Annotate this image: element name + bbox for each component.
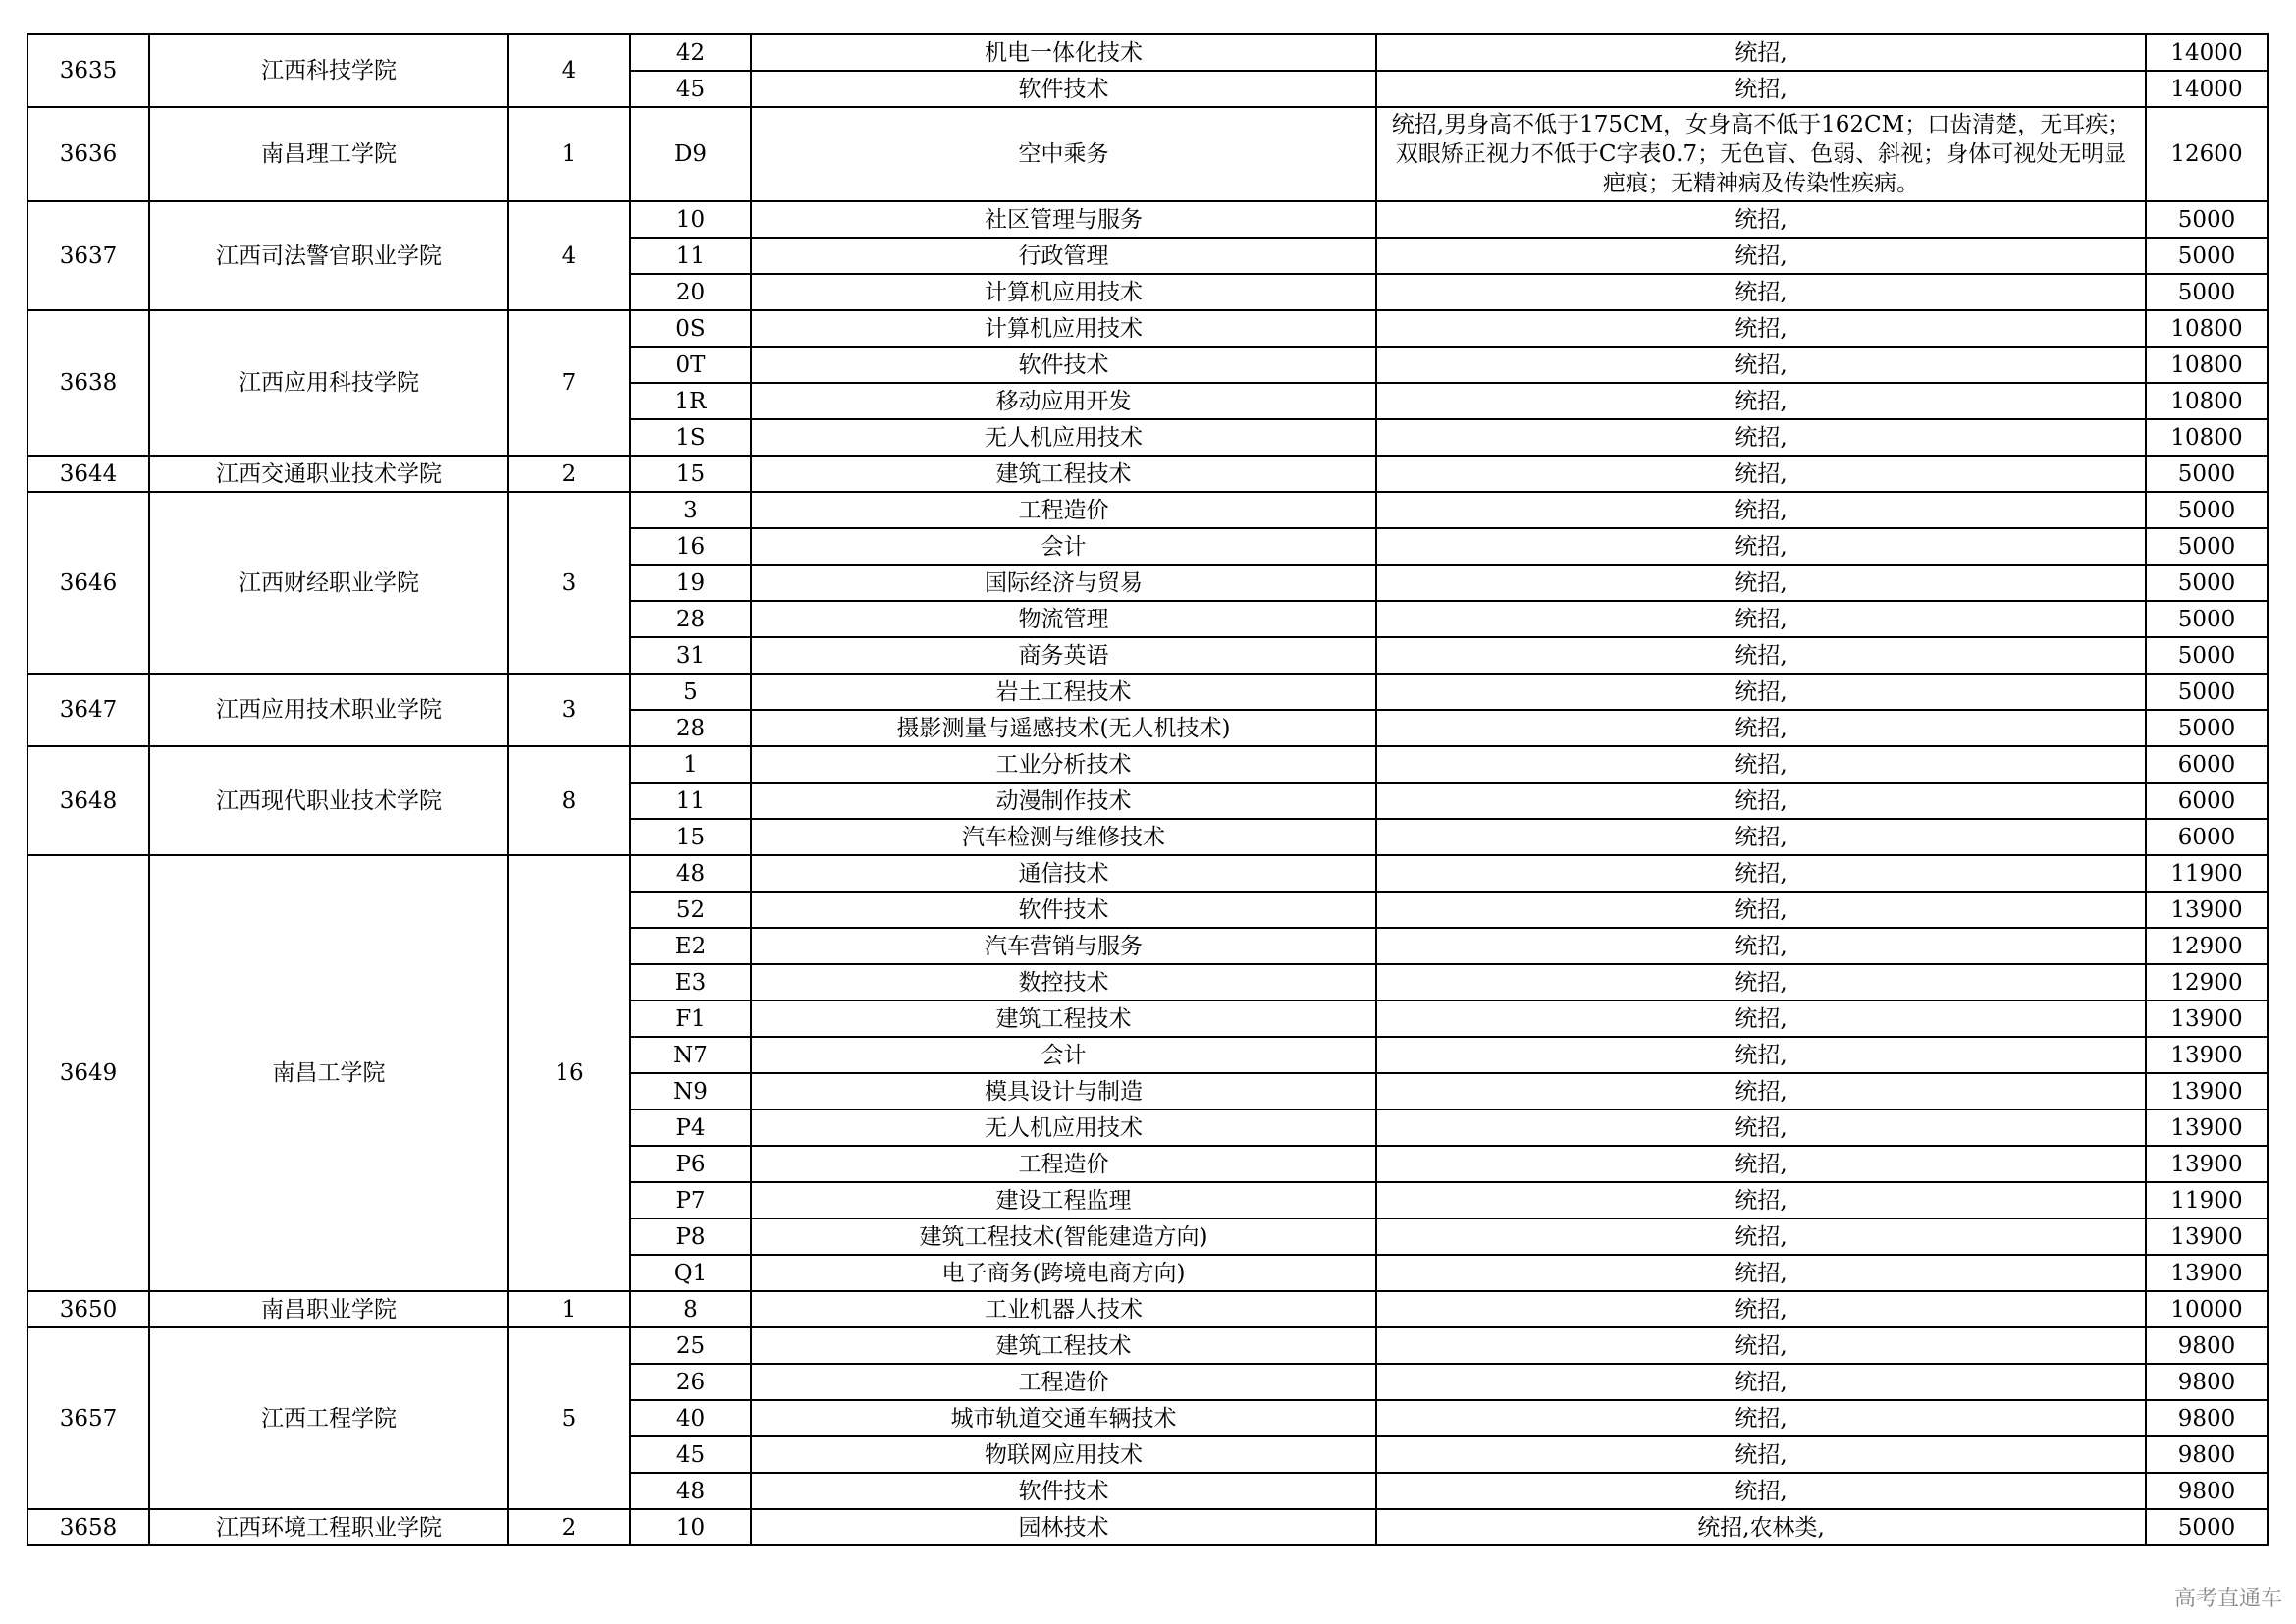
major-code-cell: E2: [630, 928, 751, 964]
major-name-cell: 建筑工程技术(智能建造方向): [751, 1218, 1376, 1255]
major-name-cell: 动漫制作技术: [751, 783, 1376, 819]
school-name-cell: 南昌工学院: [149, 855, 508, 1291]
major-code-cell: 11: [630, 783, 751, 819]
major-note-cell: 统招,: [1376, 674, 2146, 710]
major-note-cell: 统招,: [1376, 1364, 2146, 1400]
school-name-cell: 江西应用技术职业学院: [149, 674, 508, 746]
school-name-cell: 江西应用科技学院: [149, 310, 508, 456]
major-name-cell: 模具设计与制造: [751, 1073, 1376, 1110]
school-name-cell: 南昌理工学院: [149, 107, 508, 201]
school-name-cell: 南昌职业学院: [149, 1291, 508, 1327]
major-name-cell: 软件技术: [751, 892, 1376, 928]
tuition-cell: 9800: [2146, 1436, 2268, 1473]
school-code-cell: 3635: [27, 34, 149, 107]
major-name-cell: 通信技术: [751, 855, 1376, 892]
major-name-cell: 工程造价: [751, 1364, 1376, 1400]
table-row: [27, 456, 2268, 492]
major-code-cell: 52: [630, 892, 751, 928]
major-code-cell: 40: [630, 1400, 751, 1436]
major-note-cell: 统招,: [1376, 1291, 2146, 1327]
major-name-cell: 岩土工程技术: [751, 674, 1376, 710]
major-code-cell: 15: [630, 456, 751, 492]
tuition-cell: 12600: [2146, 107, 2268, 201]
table-row: [27, 34, 2268, 71]
major-code-cell: 48: [630, 1473, 751, 1509]
major-note-cell: 统招,: [1376, 1001, 2146, 1037]
plan-count-cell: 3: [508, 492, 630, 674]
school-name-cell: 江西交通职业技术学院: [149, 456, 508, 492]
major-note-cell: 统招,: [1376, 1436, 2146, 1473]
major-note-cell: 统招,: [1376, 492, 2146, 528]
major-code-cell: 48: [630, 855, 751, 892]
major-code-cell: D9: [630, 107, 751, 201]
table-row: [27, 746, 2268, 783]
table-row: [27, 310, 2268, 347]
table-row: [27, 107, 2268, 201]
major-note-cell: 统招,: [1376, 855, 2146, 892]
major-code-cell: N9: [630, 1073, 751, 1110]
major-code-cell: 0S: [630, 310, 751, 347]
major-name-cell: 国际经济与贸易: [751, 565, 1376, 601]
major-name-cell: 机电一体化技术: [751, 34, 1376, 71]
tuition-cell: 12900: [2146, 964, 2268, 1001]
major-code-cell: 10: [630, 1509, 751, 1545]
major-name-cell: 行政管理: [751, 238, 1376, 274]
major-note-cell: 统招,: [1376, 1400, 2146, 1436]
major-code-cell: 16: [630, 528, 751, 565]
major-code-cell: 19: [630, 565, 751, 601]
major-code-cell: 45: [630, 71, 751, 107]
tuition-cell: 5000: [2146, 710, 2268, 746]
major-code-cell: 1R: [630, 383, 751, 419]
school-name-cell: 江西财经职业学院: [149, 492, 508, 674]
plan-count-cell: 16: [508, 855, 630, 1291]
plan-count-cell: 1: [508, 107, 630, 201]
major-name-cell: 工业分析技术: [751, 746, 1376, 783]
major-note-cell: 统招,: [1376, 419, 2146, 456]
major-name-cell: 软件技术: [751, 1473, 1376, 1509]
major-name-cell: 移动应用开发: [751, 383, 1376, 419]
major-name-cell: 物联网应用技术: [751, 1436, 1376, 1473]
major-code-cell: Q1: [630, 1255, 751, 1291]
tuition-cell: 14000: [2146, 71, 2268, 107]
tuition-cell: 13900: [2146, 1073, 2268, 1110]
major-name-cell: 社区管理与服务: [751, 201, 1376, 238]
tuition-cell: 10800: [2146, 310, 2268, 347]
major-note-cell: 统招,: [1376, 1037, 2146, 1073]
major-name-cell: 汽车营销与服务: [751, 928, 1376, 964]
table-row: [27, 1291, 2268, 1327]
major-name-cell: 计算机应用技术: [751, 274, 1376, 310]
major-code-cell: E3: [630, 964, 751, 1001]
tuition-cell: 13900: [2146, 1001, 2268, 1037]
major-name-cell: 软件技术: [751, 71, 1376, 107]
major-code-cell: 11: [630, 238, 751, 274]
major-note-cell: 统招,: [1376, 1473, 2146, 1509]
major-note-cell: 统招,: [1376, 1182, 2146, 1218]
major-name-cell: 建筑工程技术: [751, 1327, 1376, 1364]
major-note-cell: 统招,农林类,: [1376, 1509, 2146, 1545]
tuition-cell: 13900: [2146, 1110, 2268, 1146]
tuition-cell: 9800: [2146, 1327, 2268, 1364]
major-name-cell: 商务英语: [751, 637, 1376, 674]
tuition-cell: 5000: [2146, 238, 2268, 274]
plan-count-cell: 5: [508, 1327, 630, 1509]
major-note-cell: 统招,: [1376, 71, 2146, 107]
tuition-cell: 5000: [2146, 637, 2268, 674]
tuition-cell: 6000: [2146, 746, 2268, 783]
major-code-cell: 31: [630, 637, 751, 674]
school-code-cell: 3644: [27, 456, 149, 492]
major-note-cell: 统招,: [1376, 964, 2146, 1001]
major-note-cell: 统招,: [1376, 637, 2146, 674]
tuition-cell: 5000: [2146, 565, 2268, 601]
major-code-cell: 0T: [630, 347, 751, 383]
major-code-cell: F1: [630, 1001, 751, 1037]
major-name-cell: 数控技术: [751, 964, 1376, 1001]
major-code-cell: 26: [630, 1364, 751, 1400]
school-code-cell: 3636: [27, 107, 149, 201]
major-name-cell: 建筑工程技术: [751, 1001, 1376, 1037]
school-code-cell: 3657: [27, 1327, 149, 1509]
admission-table: [27, 33, 2269, 1546]
major-note-cell: 统招,: [1376, 310, 2146, 347]
school-name-cell: 江西司法警官职业学院: [149, 201, 508, 310]
major-note-cell: 统招,: [1376, 347, 2146, 383]
major-code-cell: P8: [630, 1218, 751, 1255]
major-code-cell: 20: [630, 274, 751, 310]
major-code-cell: 5: [630, 674, 751, 710]
major-note-cell: 统招,: [1376, 1255, 2146, 1291]
table-row: [27, 1327, 2268, 1364]
tuition-cell: 13900: [2146, 1037, 2268, 1073]
major-name-cell: 电子商务(跨境电商方向): [751, 1255, 1376, 1291]
major-note-cell: 统招,: [1376, 274, 2146, 310]
major-code-cell: 28: [630, 710, 751, 746]
tuition-cell: 5000: [2146, 492, 2268, 528]
major-note-cell: 统招,: [1376, 601, 2146, 637]
plan-count-cell: 3: [508, 674, 630, 746]
school-code-cell: 3649: [27, 855, 149, 1291]
major-note-cell: 统招,: [1376, 1110, 2146, 1146]
tuition-cell: 13900: [2146, 1255, 2268, 1291]
major-note-cell: 统招,: [1376, 1327, 2146, 1364]
major-code-cell: 1S: [630, 419, 751, 456]
tuition-cell: 10000: [2146, 1291, 2268, 1327]
major-note-cell: 统招,: [1376, 746, 2146, 783]
tuition-cell: 5000: [2146, 456, 2268, 492]
tuition-cell: 5000: [2146, 274, 2268, 310]
tuition-cell: 5000: [2146, 674, 2268, 710]
tuition-cell: 14000: [2146, 34, 2268, 71]
major-code-cell: 42: [630, 34, 751, 71]
major-name-cell: 物流管理: [751, 601, 1376, 637]
tuition-cell: 5000: [2146, 528, 2268, 565]
tuition-cell: 13900: [2146, 1146, 2268, 1182]
school-code-cell: 3637: [27, 201, 149, 310]
major-code-cell: P6: [630, 1146, 751, 1182]
major-note-cell: 统招,: [1376, 928, 2146, 964]
major-name-cell: 建筑工程技术: [751, 456, 1376, 492]
major-code-cell: 1: [630, 746, 751, 783]
major-code-cell: 15: [630, 819, 751, 855]
tuition-cell: 13900: [2146, 1218, 2268, 1255]
tuition-cell: 5000: [2146, 601, 2268, 637]
major-name-cell: 工程造价: [751, 1146, 1376, 1182]
major-code-cell: P7: [630, 1182, 751, 1218]
tuition-cell: 13900: [2146, 892, 2268, 928]
major-code-cell: 28: [630, 601, 751, 637]
major-name-cell: 汽车检测与维修技术: [751, 819, 1376, 855]
tuition-cell: 11900: [2146, 1182, 2268, 1218]
major-note-cell: 统招,: [1376, 201, 2146, 238]
major-name-cell: 园林技术: [751, 1509, 1376, 1545]
major-note-cell: 统招,: [1376, 34, 2146, 71]
table-row: [27, 855, 2268, 892]
table-body: [27, 34, 2268, 1545]
school-name-cell: 江西现代职业技术学院: [149, 746, 508, 855]
major-note-cell: 统招,: [1376, 456, 2146, 492]
major-note-cell: 统招,: [1376, 565, 2146, 601]
major-name-cell: 软件技术: [751, 347, 1376, 383]
major-note-cell: 统招,男身高不低于175CM，女身高不低于162CM；口齿清楚，无耳疾；双眼矫正视力不低于C字表0.7；无色盲、色弱、斜视；身体可视处无明显疤痕；无精神病及传染性疾病。: [1376, 107, 2146, 201]
major-note-cell: 统招,: [1376, 783, 2146, 819]
table-row: [27, 201, 2268, 238]
school-code-cell: 3638: [27, 310, 149, 456]
major-note-cell: 统招,: [1376, 528, 2146, 565]
major-code-cell: 10: [630, 201, 751, 238]
tuition-cell: 10800: [2146, 347, 2268, 383]
watermark-text: 高考直通车: [2173, 1587, 2282, 1611]
major-name-cell: 空中乘务: [751, 107, 1376, 201]
major-code-cell: 8: [630, 1291, 751, 1327]
school-name-cell: 江西环境工程职业学院: [149, 1509, 508, 1545]
tuition-cell: 11900: [2146, 855, 2268, 892]
plan-count-cell: 1: [508, 1291, 630, 1327]
tuition-cell: 9800: [2146, 1364, 2268, 1400]
tuition-cell: 5000: [2146, 201, 2268, 238]
tuition-cell: 9800: [2146, 1473, 2268, 1509]
major-note-cell: 统招,: [1376, 1073, 2146, 1110]
major-name-cell: 会计: [751, 1037, 1376, 1073]
major-name-cell: 计算机应用技术: [751, 310, 1376, 347]
major-name-cell: 建设工程监理: [751, 1182, 1376, 1218]
major-code-cell: 45: [630, 1436, 751, 1473]
major-note-cell: 统招,: [1376, 1218, 2146, 1255]
plan-count-cell: 4: [508, 34, 630, 107]
table-row: [27, 1509, 2268, 1545]
tuition-cell: 6000: [2146, 783, 2268, 819]
tuition-cell: 6000: [2146, 819, 2268, 855]
plan-count-cell: 7: [508, 310, 630, 456]
major-code-cell: 25: [630, 1327, 751, 1364]
school-code-cell: 3650: [27, 1291, 149, 1327]
major-name-cell: 工程造价: [751, 492, 1376, 528]
tuition-cell: 5000: [2146, 1509, 2268, 1545]
school-code-cell: 3647: [27, 674, 149, 746]
major-note-cell: 统招,: [1376, 819, 2146, 855]
major-code-cell: P4: [630, 1110, 751, 1146]
school-name-cell: 江西科技学院: [149, 34, 508, 107]
plan-count-cell: 8: [508, 746, 630, 855]
major-name-cell: 摄影测量与遥感技术(无人机技术): [751, 710, 1376, 746]
tuition-cell: 10800: [2146, 383, 2268, 419]
tuition-cell: 10800: [2146, 419, 2268, 456]
plan-count-cell: 4: [508, 201, 630, 310]
major-note-cell: 统招,: [1376, 238, 2146, 274]
school-code-cell: 3658: [27, 1509, 149, 1545]
table-row: [27, 674, 2268, 710]
plan-count-cell: 2: [508, 456, 630, 492]
major-name-cell: 无人机应用技术: [751, 1110, 1376, 1146]
plan-count-cell: 2: [508, 1509, 630, 1545]
major-note-cell: 统招,: [1376, 1146, 2146, 1182]
tuition-cell: 12900: [2146, 928, 2268, 964]
major-code-cell: N7: [630, 1037, 751, 1073]
tuition-cell: 9800: [2146, 1400, 2268, 1436]
major-name-cell: 工业机器人技术: [751, 1291, 1376, 1327]
major-note-cell: 统招,: [1376, 383, 2146, 419]
major-note-cell: 统招,: [1376, 892, 2146, 928]
major-name-cell: 城市轨道交通车辆技术: [751, 1400, 1376, 1436]
school-code-cell: 3648: [27, 746, 149, 855]
major-code-cell: 3: [630, 492, 751, 528]
major-name-cell: 无人机应用技术: [751, 419, 1376, 456]
table-row: [27, 492, 2268, 528]
major-note-cell: 统招,: [1376, 710, 2146, 746]
school-name-cell: 江西工程学院: [149, 1327, 508, 1509]
major-name-cell: 会计: [751, 528, 1376, 565]
school-code-cell: 3646: [27, 492, 149, 674]
